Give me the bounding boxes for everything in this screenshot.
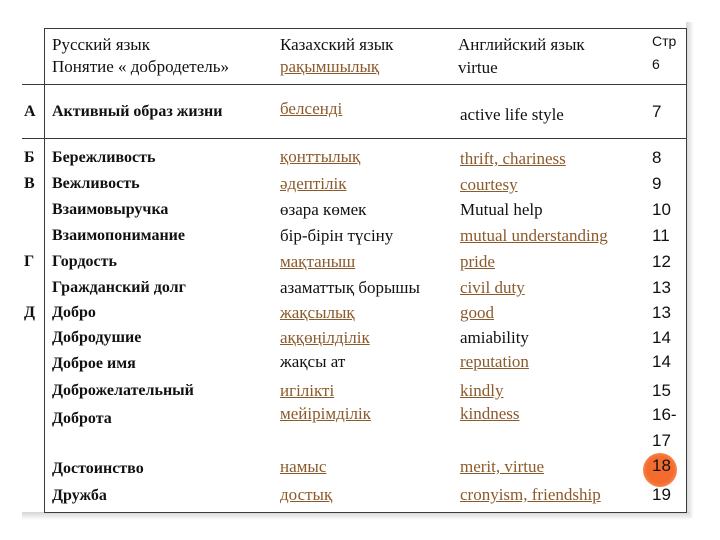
page-number: 10 bbox=[652, 200, 671, 219]
term-kz[interactable]: аққөңілділік bbox=[280, 328, 370, 347]
letter-v: В bbox=[24, 175, 35, 192]
page-number: 11 bbox=[652, 226, 670, 245]
term-en: active life style bbox=[460, 105, 564, 124]
page-number: 13 bbox=[652, 303, 671, 322]
header-kazakh: Казахский язык bbox=[280, 35, 394, 54]
term-ru: Взаимопонимание bbox=[52, 227, 185, 244]
term-en[interactable]: good bbox=[460, 303, 494, 322]
term-en[interactable]: kindly bbox=[460, 381, 504, 400]
term-kz: азаматтық борышы bbox=[280, 278, 420, 297]
header-page-value: 6 bbox=[652, 56, 660, 72]
term-kz: өзара көмек bbox=[280, 200, 367, 219]
term-en[interactable]: civil duty bbox=[460, 278, 525, 297]
header-page: Стр bbox=[652, 33, 677, 49]
table-left-border bbox=[44, 28, 45, 513]
page-number: 9 bbox=[652, 174, 662, 193]
letter-a: А bbox=[24, 103, 36, 120]
page-number: 18 bbox=[652, 456, 671, 475]
shadow-right bbox=[686, 22, 694, 518]
shadow-bottom bbox=[22, 512, 690, 520]
term-kz[interactable]: достық bbox=[280, 485, 333, 504]
term-ru: Добродушие bbox=[52, 329, 142, 346]
term-ru: Доброжелательный bbox=[52, 382, 194, 399]
page-number: 8 bbox=[652, 148, 662, 167]
term-ru: Достоинство bbox=[52, 460, 144, 477]
term-en[interactable]: merit, virtue bbox=[460, 457, 545, 476]
term-ru: Гражданский долг bbox=[52, 279, 186, 296]
header-kazakh-concept[interactable]: рақымшылық bbox=[280, 57, 380, 76]
page-number-continued: 17 bbox=[652, 431, 671, 450]
letter-g: Г bbox=[24, 253, 35, 270]
table-top-border bbox=[44, 28, 687, 29]
header-divider bbox=[22, 84, 687, 85]
page-number: 16- bbox=[652, 405, 677, 424]
term-ru: Дружба bbox=[52, 487, 107, 504]
row-a-divider bbox=[22, 138, 687, 139]
term-en: amiability bbox=[460, 328, 529, 347]
term-ru: Взаимовыручка bbox=[52, 201, 169, 218]
table-bottom-border bbox=[44, 512, 687, 513]
term-ru: Гордость bbox=[52, 253, 117, 270]
header-russian: Русский язык bbox=[52, 35, 150, 54]
letter-d: Д bbox=[24, 304, 36, 321]
term-en[interactable]: pride bbox=[460, 252, 495, 271]
term-kz[interactable]: әдептілік bbox=[280, 174, 347, 193]
term-kz: бір-бірін түсіну bbox=[280, 226, 394, 245]
term-kz: жақсы ат bbox=[280, 352, 346, 371]
term-kz[interactable]: қонттылық bbox=[280, 147, 361, 166]
term-ru: Активный образ жизни bbox=[52, 103, 223, 120]
term-en[interactable]: kindness bbox=[460, 404, 520, 423]
header-russian-concept: Понятие « добродетель» bbox=[52, 57, 229, 76]
term-kz[interactable]: игілікті bbox=[280, 381, 335, 400]
term-en[interactable]: reputation bbox=[460, 352, 529, 371]
term-ru: Доброе имя bbox=[52, 355, 136, 372]
term-en: Mutual help bbox=[460, 200, 543, 219]
term-kz[interactable]: намыс bbox=[280, 457, 327, 476]
page-number: 15 bbox=[652, 381, 671, 400]
term-kz[interactable]: белсенді bbox=[280, 99, 343, 118]
term-ru: Доброта bbox=[52, 410, 112, 427]
term-ru: Добро bbox=[52, 304, 96, 321]
term-kz[interactable]: жақсылық bbox=[280, 303, 355, 322]
header-english-concept: virtue bbox=[458, 58, 498, 77]
table-right-border bbox=[686, 28, 687, 513]
term-en[interactable]: thrift, chariness bbox=[460, 149, 566, 168]
page-number: 13 bbox=[652, 278, 671, 297]
page-number: 7 bbox=[652, 102, 662, 121]
term-en[interactable]: cronyism, friendship bbox=[460, 485, 601, 504]
page-number: 14 bbox=[652, 328, 671, 347]
page-number: 12 bbox=[652, 252, 671, 271]
term-en[interactable]: mutual understanding bbox=[460, 226, 608, 245]
term-kz[interactable]: мейірімділік bbox=[280, 404, 371, 423]
letter-b: Б bbox=[24, 149, 35, 166]
term-ru: Вежливость bbox=[52, 175, 140, 192]
page-number: 19 bbox=[652, 485, 671, 504]
page-number: 14 bbox=[652, 352, 671, 371]
term-en[interactable]: courtesy bbox=[460, 175, 518, 194]
term-ru: Бережливость bbox=[52, 149, 156, 166]
term-kz[interactable]: мақтаныш bbox=[280, 252, 356, 271]
header-english: Английский язык bbox=[458, 35, 585, 54]
